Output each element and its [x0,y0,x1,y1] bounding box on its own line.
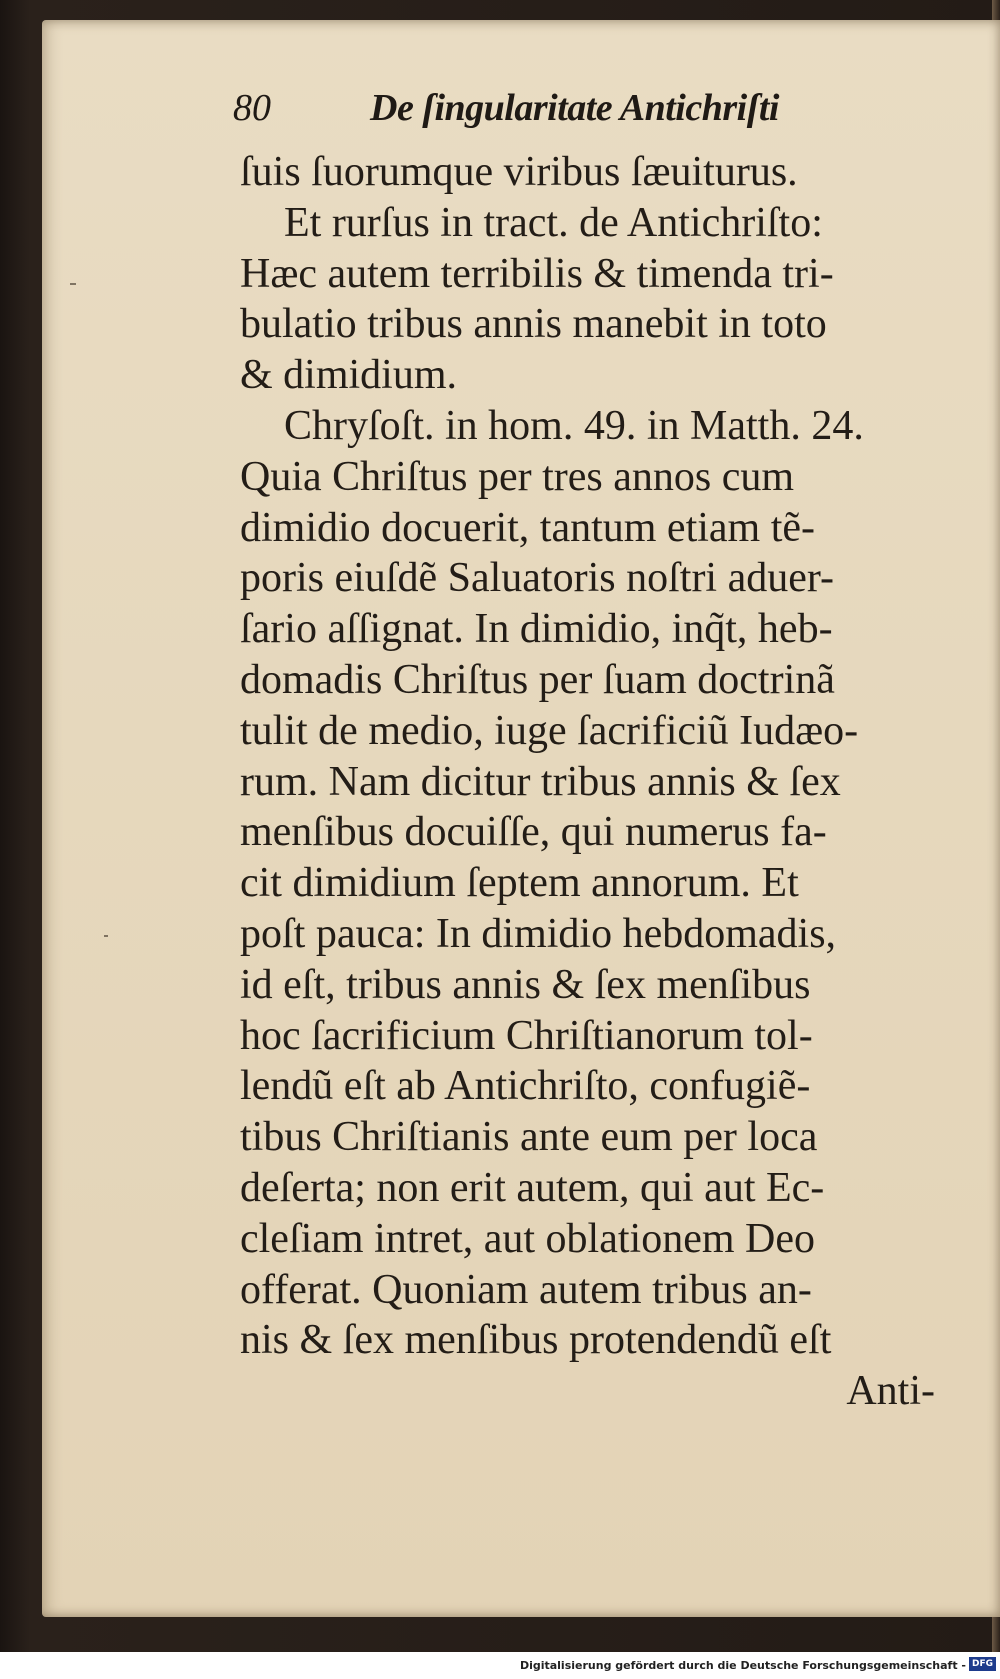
text-line: Quia Chriſtus per tres annos cum [240,453,795,500]
text-line: domadis Chriſtus per ſuam doctrinã [240,656,835,703]
text-line: ſuis ſuorumque viribus ſæuiturus. [240,149,798,195]
text-line: lendũ eſt ab Antichriſto, confugiẽ- [240,1063,811,1110]
text-line: poris eiuſdẽ Saluatoris noſtri aduer- [240,555,835,602]
page-header [233,86,793,136]
text-line: dimidio docuerit, tantum etiam tẽ- [240,504,816,551]
text-line: nis & ſex menſibus protendendũ eſt [240,1317,832,1364]
catchword: Anti- [846,1368,935,1415]
text-line: deſerta; non erit autem, qui aut Ec- [240,1164,825,1211]
running-title: De ſingularitate Antichriſti [370,87,779,129]
text-line: Chryſoſt. in hom. 49. in Matth. 24. [284,402,864,449]
page-body [240,147,940,1417]
text-line: tibus Chriſtianis ante eum per loca [240,1114,818,1161]
text-line: Hæc autem terribilis & timenda tri- [240,250,834,297]
text-line: poſt pauca: In dimidio hebdomadis, [240,910,837,957]
dfg-logo-icon: DFG [969,1657,996,1671]
text-line: ſario aſſignat. In dimidio, inq̃t, heb- [240,606,833,653]
funding-credit: Digitalisierung gefördert durch die Deutsche Forschungsgemeinschaft - [519,1659,966,1672]
paper-speck [104,935,108,937]
text-line: menſibus docuiſſe, qui numerus fa- [240,809,827,856]
page-number: 80 [233,87,271,129]
text-line: tulit de medio, iuge ſacrificiũ Iudæo- [240,707,859,754]
text-line: offerat. Quoniam autem tribus an- [240,1266,812,1313]
text-line: rum. Nam dicitur tribus annis & ſex [240,758,841,805]
text-line: hoc ſacrificium Chriſtianorum tol- [240,1012,813,1059]
text-line: cleſiam intret, aut oblationem Deo [240,1215,815,1262]
text-line: id eſt, tribus annis & ſex menſibus [240,961,811,1008]
text-line: & dimidium. [240,352,458,399]
text-line: cit dimidium ſeptem annorum. Et [240,860,799,907]
paper-speck [70,283,76,285]
text-line: bulatio tribus annis manebit in toto [240,301,827,348]
text-line: Et rurſus in tract. de Antichriſto: [284,199,823,246]
